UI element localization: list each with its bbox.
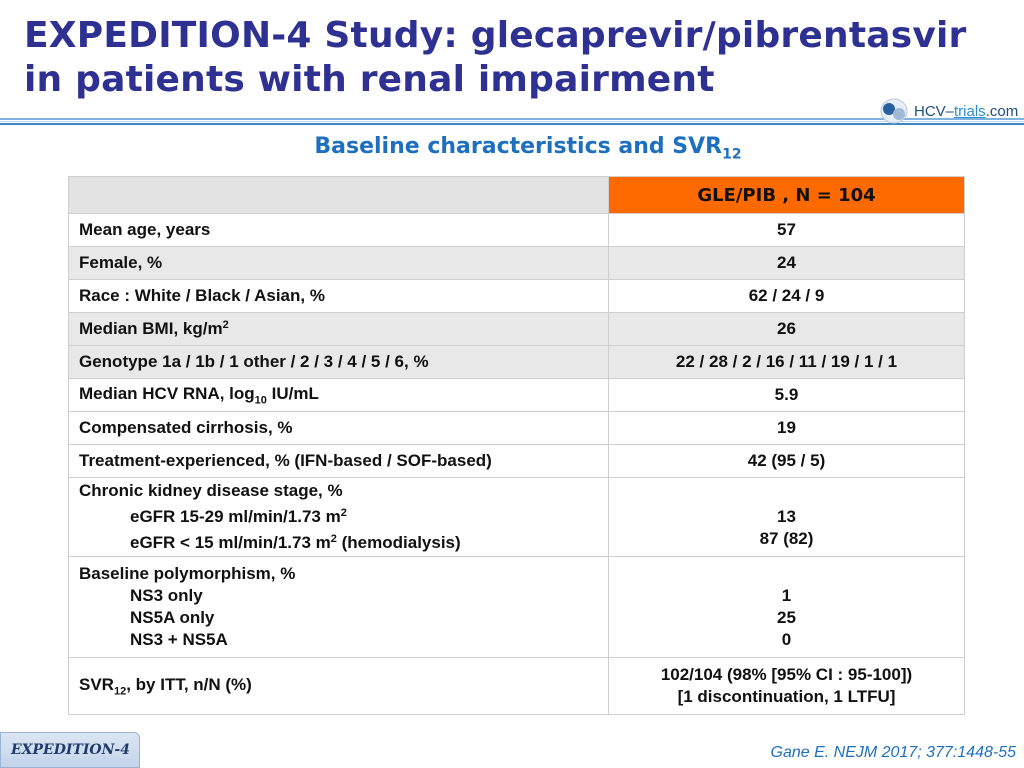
polymorphism-value-3: 0 [781,630,792,649]
table-row-treatment-experienced [69,445,965,478]
polymorphism-value-2: 25 [777,608,796,627]
polymorphism-sub-1: NS3 only [130,586,203,605]
row-label: Treatment-experienced, % (IFN-based / SOF-based) [69,445,609,478]
row-value: 42 (95 / 5) [609,445,965,478]
row-value: 19 [609,412,965,445]
hcv-trials-logo [880,96,1020,126]
citation: Gane E. NEJM 2017; 377:1448-55 [770,744,1016,761]
row-value: 26 [609,313,965,346]
svr-value-2: [1 discontinuation, 1 LTFU] [677,687,896,706]
table-row-bmi [69,313,965,346]
table-row-hcv-rna [69,379,965,412]
column-header-gle-pib: GLE/PIB , N = 104 [609,177,965,214]
row-value: 57 [609,214,965,247]
polymorphism-value-1: 1 [781,586,792,605]
table-header-row [69,177,965,214]
table-row-svr [69,658,965,715]
ckd-sub-2: eGFR < 15 ml/min/1.73 $m^2$ (hemodialysis) [130,533,461,552]
table-row-race [69,280,965,313]
table-row-polymorphism [69,557,965,658]
table-row-genotype [69,346,965,379]
slide-title [24,14,984,102]
row-label [69,478,609,557]
study-tab[interactable]: EXPEDITION-4 [0,732,140,768]
row-value: 5.9 [609,379,965,412]
row-label: $SVR_{12}$, by ITT, n/N (%) [69,658,609,715]
logo-mark-icon [880,97,912,125]
slide-subtitle: Baseline characteristics and $SVR_{12}$ [314,134,742,163]
row-label: Median HCV RNA, $\log_{10} IU/mL$ [69,379,609,412]
header-divider [0,118,1024,126]
row-label [69,557,609,658]
title-line-1: EXPEDITION-4 Study: glecaprevir/pibrentasvir [24,15,967,56]
row-value [609,478,965,557]
table-row-female [69,247,965,280]
row-label: Median BMI, $kg/m^2$ [69,313,609,346]
logo-text: HCV–trials.com [914,102,1019,120]
polymorphism-heading: Baseline polymorphism, % [79,564,296,583]
row-label: Genotype 1a / 1b / 1 other / 2 / 3 / 4 / 5 / 6, % [69,346,609,379]
polymorphism-sub-3: NS3 + NS5A [130,630,228,649]
svr-value-1: 102/104 (98% [95% CI : 95-100]) [660,665,913,684]
row-label: Compensated cirrhosis, % [69,412,609,445]
ckd-value-1: 13 [777,507,796,526]
row-label: Female, % [69,247,609,280]
table-row-cirrhosis [69,412,965,445]
table-row-ckd [69,478,965,557]
row-value: 22 / 28 / 2 / 16 / 11 / 19 / 1 / 1 [609,346,965,379]
row-value: 62 / 24 / 9 [609,280,965,313]
title-line-2: in patients with renal impairment [24,59,715,100]
baseline-characteristics-table [68,176,965,715]
row-value [609,557,965,658]
row-value [609,658,965,715]
ckd-heading: Chronic kidney disease stage, % [79,481,343,500]
table-row-age [69,214,965,247]
row-label: Race : White / Black / Asian, % [69,280,609,313]
ckd-sub-1: eGFR 15-29 ml/min/1.73 $m^2$ [130,507,347,526]
row-value: 24 [609,247,965,280]
ckd-value-2: 87 (82) [759,529,814,548]
header-blank-cell [69,177,609,214]
polymorphism-sub-2: NS5A only [130,608,215,627]
row-label: Mean age, years [69,214,609,247]
